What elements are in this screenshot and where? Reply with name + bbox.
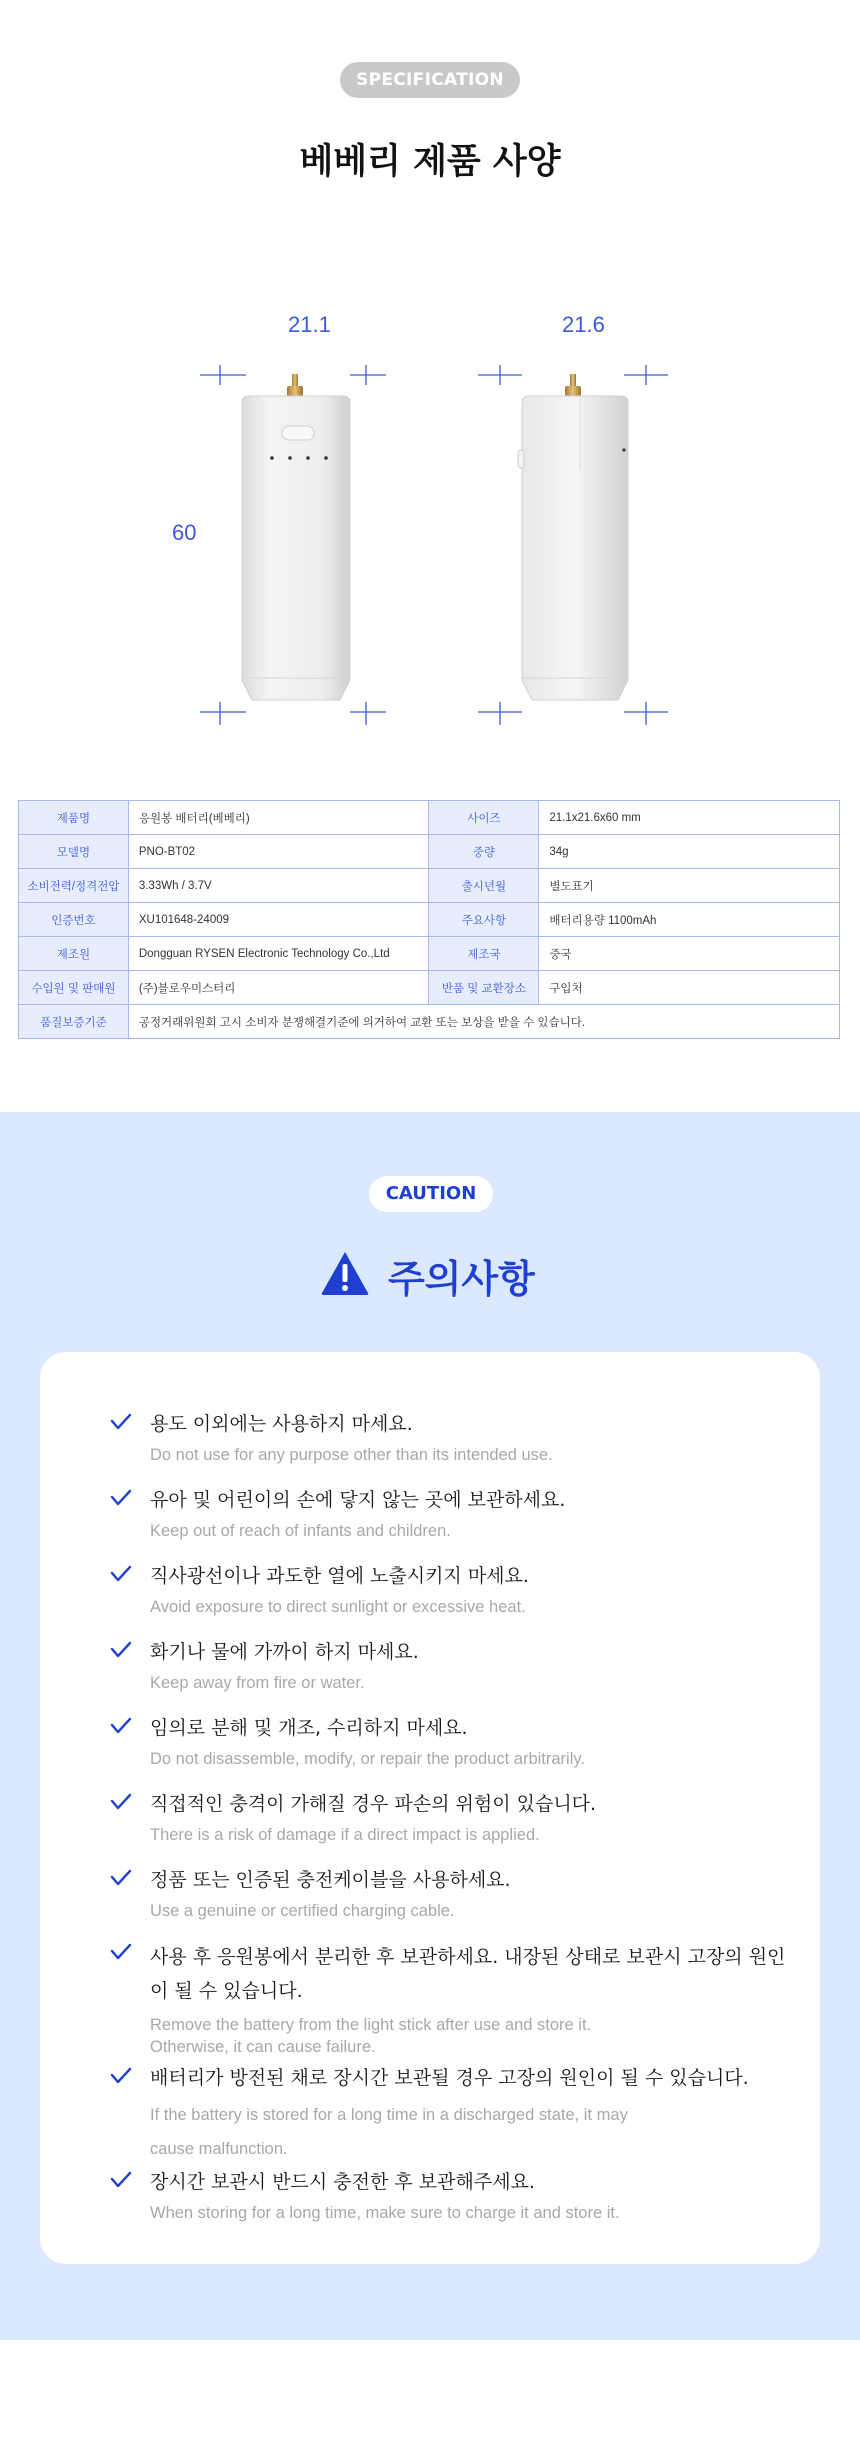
spec-value: 구입처 [539,971,840,1005]
spec-value: 배터리용량 1100mAh [539,903,840,937]
list-item [110,1410,790,1466]
list-item [110,2168,790,2224]
caution-text-ko: 용도 이외에는 사용하지 마세요. [150,1413,413,1435]
caution-text-ko: 화기나 물에 가까이 하지 마세요. [150,1641,419,1663]
spec-key: 중량 [429,835,539,869]
caution-text-en: Keep out of reach of infants and children. [150,1522,451,1540]
spec-key: 인증번호 [19,903,129,937]
table-row [19,835,840,869]
caution-badge: CAUTION [369,1176,493,1212]
caution-text-ko: 배터리가 방전된 채로 장시간 보관될 경우 고장의 원인이 될 수 있습니다. [150,2067,749,2089]
spec-key: 모델명 [19,835,129,869]
check-icon [110,1565,132,1583]
caution-text-ko: 임의로 분해 및 개조, 수리하지 마세요. [150,1717,468,1739]
caution-text-en: Avoid exposure to direct sunlight or excessive heat. [150,1598,526,1616]
check-icon [110,2067,132,2085]
spec-value: PNO-BT02 [128,835,429,869]
caution-text-ko: 장시간 보관시 반드시 충전한 후 보관해주세요. [150,2171,535,2193]
spec-key: 출시년월 [429,869,539,903]
spec-key: 제조원 [19,937,129,971]
product-illustration [150,340,670,740]
table-row [19,1005,840,1039]
caution-card [40,1352,820,2264]
list-item [110,1638,790,1694]
spec-value: 공정거래위원회 고시 소비자 분쟁해결기준에 의거하여 교환 또는 보상을 받을 수 있습니다. [128,1005,839,1039]
spec-key: 주요사항 [429,903,539,937]
caution-text-en: Do not disassemble, modify, or repair the product arbitrarily. [150,1750,585,1768]
dimension-width-front: 21.1 [288,312,331,337]
spec-value: Dongguan RYSEN Electronic Technology Co.,Ltd [128,937,429,971]
check-icon [110,1869,132,1887]
caution-text-en: Use a genuine or certified charging cable. [150,1902,455,1920]
spec-key: 제품명 [19,801,129,835]
table-row [19,937,840,971]
dimension-width-side: 21.6 [562,312,605,337]
spec-value: (주)블로우미스터리 [128,971,429,1005]
caution-title: 주의사항 [388,1257,535,1301]
list-item [110,1866,790,1922]
caution-text-ko: 사용 후 응원봉에서 분리한 후 보관하세요. 내장된 상태로 보관시 고장의 원인이 될 수 있습니다. [150,1946,786,2002]
caution-text-en: When storing for a long time, make sure to charge it and store it. [150,2204,620,2222]
specification-badge: SPECIFICATION [340,62,520,98]
caution-heading [0,1246,860,1302]
check-icon [110,1413,132,1431]
warning-icon [320,1250,370,1296]
caution-text-en: If the battery is stored for a long time in a discharged state, it may cause malfunction. [150,2106,628,2158]
list-item [110,1562,790,1618]
check-icon [110,1641,132,1659]
check-icon [110,2171,132,2189]
spec-value: 34g [539,835,840,869]
list-item [110,1940,790,2058]
caution-text-en: Do not use for any purpose other than its intended use. [150,1446,553,1464]
spec-value: 3.33Wh / 3.7V [128,869,429,903]
spec-value: 별도표기 [539,869,840,903]
check-icon [110,1489,132,1507]
list-item [110,1714,790,1770]
table-row [19,971,840,1005]
caution-text-en: There is a risk of damage if a direct impact is applied. [150,1826,540,1844]
caution-text-ko: 직사광선이나 과도한 열에 노출시키지 마세요. [150,1565,529,1587]
check-icon [110,1793,132,1811]
table-row [19,903,840,937]
table-row [19,801,840,835]
spec-key: 품질보증기준 [19,1005,129,1039]
caution-section [0,1112,860,2340]
spec-title: 베베리 제품 사양 [299,142,561,182]
spec-value: 응원봉 배터리(베베리) [128,801,429,835]
spec-table [18,800,840,1039]
specification-section [0,0,860,1112]
spec-value: XU101648-24009 [128,903,429,937]
spec-key: 반품 및 교환장소 [429,971,539,1005]
caution-text-en: Remove the battery from the light stick after use and store it. Otherwise, it can cause failure. [150,2016,592,2056]
spec-key: 수입원 및 판매원 [19,971,129,1005]
list-item [110,1790,790,1846]
caution-text-ko: 정품 또는 인증된 충전케이블을 사용하세요. [150,1869,511,1891]
table-row [19,869,840,903]
spec-key: 제조국 [429,937,539,971]
list-item [110,2064,790,2166]
check-icon [110,1943,132,1961]
list-item [110,1486,790,1542]
check-icon [110,1717,132,1735]
product-front-view [242,374,350,700]
spec-value: 21.1x21.6x60 mm [539,801,840,835]
caution-text-ko: 유아 및 어린이의 손에 닿지 않는 곳에 보관하세요. [150,1489,566,1511]
caution-text-en: Keep away from fire or water. [150,1674,365,1692]
product-side-view [518,374,628,700]
spec-key: 사이즈 [429,801,539,835]
spec-value: 중국 [539,937,840,971]
spec-key: 소비전력/정격전압 [19,869,129,903]
caution-text-ko: 직접적인 충격이 가해질 경우 파손의 위험이 있습니다. [150,1793,597,1815]
dimension-height: 60 [172,520,197,545]
